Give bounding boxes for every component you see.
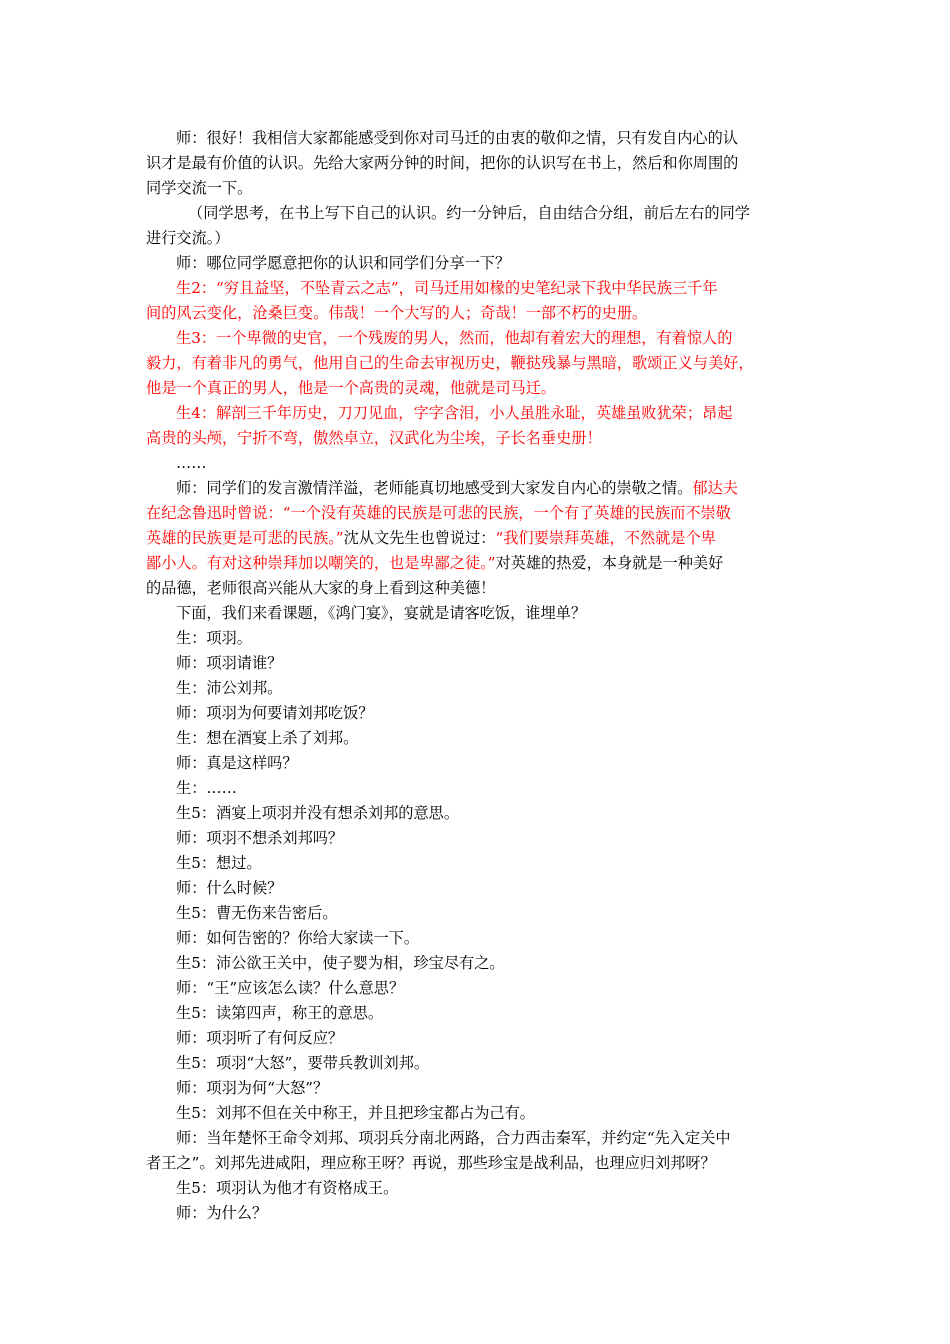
text-line: 生：……: [176, 779, 237, 797]
text-line: 毅力，有着非凡的勇气，他用自己的生命去审视历史，鞭挞残暴与黑暗，歌颂正义与美好，: [146, 354, 754, 372]
text-line: 他是一个真正的男人，他是一个高贵的灵魂，他就是司马迁。: [146, 379, 557, 397]
text-line: 者王之”。刘邦先进咸阳，理应称王呀？再说，那些珍宝是战利品，也理应归刘邦呀？: [146, 1154, 716, 1172]
text-line: 生5：想过。: [176, 854, 262, 872]
text-line: [176, 476, 806, 501]
text-line: 生3：一个卑微的史官，一个残废的男人，然而，他却有着宏大的理想，有着惊人的: [176, 329, 733, 347]
text-line: 师：当年楚怀王命令刘邦、项羽兵分南北两路，合力西击秦军，并约定“先入定关中: [176, 1129, 731, 1147]
text-line: 生5：曹无伤来告密后。: [176, 904, 338, 922]
lesson-transcript: [146, 126, 806, 1226]
text-line: 生：沛公刘邦。: [176, 679, 283, 697]
text-line: 生2：“穷且益坚，不坠青云之志”，司马迁用如椽的史笔纪录下我中华民族三千年: [176, 279, 718, 297]
text-segment: “我们要崇拜英雄，不然就是个卑: [495, 529, 716, 547]
text-line: 生5：酒宴上项羽并没有想杀刘邦的意思。: [176, 804, 460, 822]
text-line: 生5：沛公欲王关中，使子婴为相，珍宝尽有之。: [176, 954, 505, 972]
text-line: 生：想在酒宴上杀了刘邦。: [176, 729, 359, 747]
text-line: 师：项羽听了有何反应？: [176, 1029, 344, 1047]
text-line: [146, 551, 806, 576]
text-line: 同学交流一下。: [146, 179, 253, 197]
text-line: [146, 526, 806, 551]
text-line: ……: [176, 454, 207, 472]
text-line: （同学思考，在书上写下自己的认识。约一分钟后，自由结合分组，前后左右的同学: [188, 204, 750, 222]
text-line: 生5：刘邦不但在关中称王，并且把珍宝都占为己有。: [176, 1104, 535, 1122]
text-segment: 郁达夫: [692, 479, 738, 497]
text-line: 师：“王”应该怎么读？什么意思？: [176, 979, 405, 997]
text-line: 生：项羽。: [176, 629, 252, 647]
text-line: 生5：项羽认为他才有资格成王。: [176, 1179, 399, 1197]
text-line: 师：为什么？: [176, 1204, 268, 1222]
text-segment: 对英雄的热爱，本身就是一种美好: [495, 554, 724, 572]
text-line: 间的风云变化，沧桑巨变。伟哉！一个大写的人；奇哉！一部不朽的史册。: [146, 304, 648, 322]
text-line: 生5：读第四声，称王的意思。: [176, 1004, 384, 1022]
text-line: 进行交流。）: [146, 229, 230, 247]
text-line: 高贵的头颅，宁折不弯，傲然卓立，汉武化为尘埃，子长名垂史册！: [146, 429, 602, 447]
text-line: 生4：解剖三千年历史，刀刀见血，字字含泪，小人虽胜永耻，英雄虽败犹荣；昂起: [176, 404, 733, 422]
text-line: 师：项羽请谁？: [176, 654, 283, 672]
text-line: 师：项羽为何要请刘邦吃饭？: [176, 704, 374, 722]
text-line: 师：项羽不想杀刘邦吗？: [176, 829, 344, 847]
text-line: 师：如何告密的？你给大家读一下。: [176, 929, 419, 947]
text-line: 生5：项羽“大怒”，要带兵教训刘邦。: [176, 1054, 430, 1072]
text-line: 师：哪位同学愿意把你的认识和同学们分享一下？: [176, 254, 511, 272]
text-segment: 鄙小人。有对这种崇拜加以嘲笑的，也是卑鄙之徒。”: [146, 554, 496, 572]
text-line: 下面，我们来看课题，《鸿门宴》，宴就是请客吃饭，谁埋单？: [176, 604, 587, 622]
text-line: 师：项羽为何“大怒”？: [176, 1079, 329, 1097]
text-segment: 沈从文先生也曾说过：: [343, 529, 496, 547]
text-line: 师：真是这样吗？: [176, 754, 298, 772]
text-line: 在纪念鲁迅时曾说：“一个没有英雄的民族是可悲的民族，一个有了英雄的民族而不崇敬: [146, 504, 731, 522]
text-line: 识才是最有价值的认识。先给大家两分钟的时间，把你的认识写在书上，然后和你周围的: [146, 154, 739, 172]
text-segment: 英雄的民族更是可悲的民族。”: [146, 529, 344, 547]
text-line: 师：很好！我相信大家都能感受到你对司马迁的由衷的敬仰之情，只有发自内心的认: [176, 129, 738, 147]
text-line: 的品德，老师很高兴能从大家的身上看到这种美德！: [146, 579, 496, 597]
text-line: 师：什么时候？: [176, 879, 283, 897]
text-segment: 师：同学们的发言激情洋溢，老师能真切地感受到大家发自内心的崇敬之情。: [176, 479, 693, 497]
